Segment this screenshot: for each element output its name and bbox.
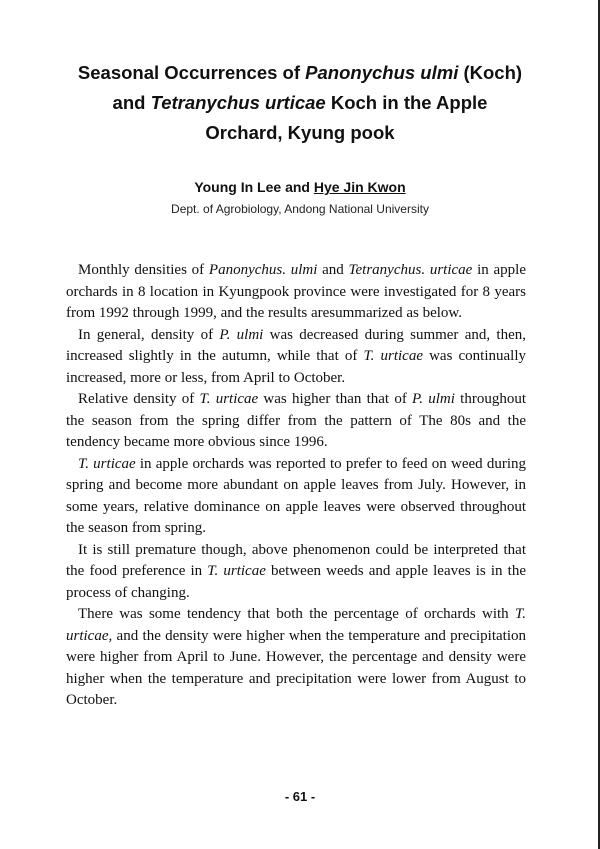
paragraph-text: It is still premature though, above phenomenon could be interpreted that the food preference in <box>66 541 526 579</box>
species-name: P. ulmi <box>219 326 264 343</box>
title-line-1 <box>40 58 560 88</box>
paragraph-text: Monthly densities of <box>78 262 209 278</box>
page-number: - 61 - <box>284 789 316 804</box>
species-name: Tetranychus. urticae <box>348 262 473 278</box>
species-name: Panonychus ulmi <box>305 62 459 83</box>
species-name: P. ulmi <box>412 391 455 407</box>
paragraph-text: In general, density of <box>78 326 220 343</box>
title-text: (Koch) <box>458 62 523 83</box>
abstract-body <box>66 260 526 712</box>
paragraph-text: and the density were higher when the temperature and precipitation were higher from April to June. However, the percentage and density were higher when the temperature and precipitation were lower from August to October. <box>66 627 526 708</box>
body-paragraph <box>66 325 526 390</box>
title-line-2 <box>40 88 560 118</box>
title-text: Seasonal Occurrences of <box>77 62 306 83</box>
paragraph-text: in apple orchards was reported to prefer to feed on weed during spring and become more abundant on apple leaves from July. However, in some years, relative dominance on apple leaves were observed throughout the season from spring. <box>66 455 527 536</box>
species-name: T. urticae <box>199 391 259 407</box>
paragraph-text: was decreased during summer and, then, increased slightly in the autumn, while that of <box>66 326 526 364</box>
body-paragraph <box>66 604 526 712</box>
title-text: and <box>112 92 151 113</box>
body-paragraph <box>66 389 526 454</box>
paragraph-text: was continually increased, more or less, from April to October. <box>66 348 526 386</box>
species-name: Tetranychus urticae <box>150 92 326 113</box>
author-line <box>0 179 600 195</box>
species-name: T. urticae, <box>66 606 526 644</box>
species-name: T. urticae <box>207 563 266 579</box>
species-name: Panonychus. ulmi <box>208 262 318 278</box>
paragraph-text: Relative density of <box>78 391 200 407</box>
species-name: T. urticae <box>363 348 423 364</box>
paragraph-text: between weeds and apple leaves is in the process of changing. <box>66 563 527 601</box>
body-paragraph <box>66 260 526 325</box>
body-paragraph <box>66 540 526 605</box>
paragraph-text: There was some tendency that both the percentage of orchards with <box>78 606 516 622</box>
paragraph-text: in apple orchards in 8 location in Kyungpook province were investigated for 8 years from 1992 through 1999, and the results aresummarized as below. <box>66 262 526 321</box>
paragraph-text: throughout the season from the spring differ from the pattern of The 80s and the tendency became more obvious since 1996. <box>66 391 526 450</box>
author-conjunction: and <box>281 179 314 195</box>
species-name: T. urticae <box>78 455 136 472</box>
paragraph-text: was higher than that of <box>258 391 413 407</box>
paper-title <box>40 58 560 148</box>
paragraph-text: and <box>317 262 349 278</box>
title-text: Koch in the Apple <box>325 92 488 113</box>
title-line-3: Orchard, Kyung pook <box>205 122 395 143</box>
body-paragraph <box>66 454 526 540</box>
affiliation: Dept. of Agrobiology, Andong National University <box>171 202 429 216</box>
author-first: Young In Lee <box>194 179 282 195</box>
author-second: Hye Jin Kwon <box>313 179 406 195</box>
